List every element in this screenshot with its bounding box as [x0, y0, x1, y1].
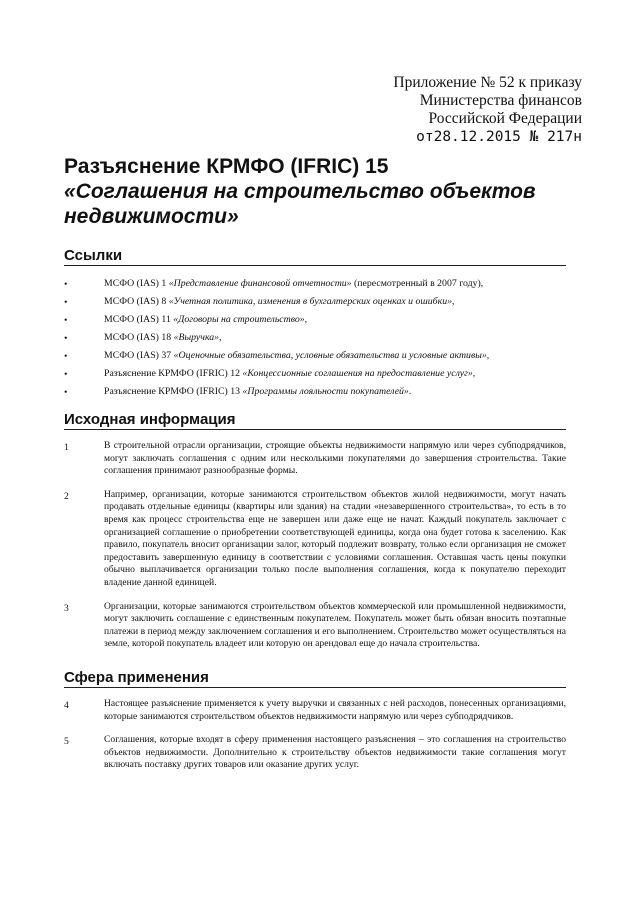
reference-prefix: МСФО (IAS) 37	[104, 350, 174, 361]
reference-prefix: МСФО (IAS) 8	[104, 296, 169, 307]
paragraph	[64, 440, 566, 478]
reference-title: «Учетная политика, изменения в бухгалтерских оценках и ошибки»	[168, 296, 452, 307]
appendix-line-2: Министерства финансов	[419, 92, 582, 109]
reference-prefix: Разъяснение КРМФО (IFRIC) 12	[104, 368, 243, 379]
reference-item	[64, 368, 566, 386]
reference-suffix: ,	[472, 368, 476, 379]
appendix-line-1: Приложение № 52 к приказу	[393, 74, 582, 91]
paragraph	[64, 601, 566, 651]
paragraph-number: 5	[64, 736, 69, 748]
reference-suffix: ,	[486, 350, 490, 361]
bullet-icon: •	[64, 315, 68, 326]
reference-title: «Выручка»	[173, 332, 220, 343]
reference-suffix: ,	[452, 296, 455, 307]
reference-item	[64, 296, 566, 314]
paragraph	[64, 489, 566, 590]
paragraph-text: В строительной отрасли организации, строящие объекты недвижимости напрямую или через субподрядчиков, могут заключать соглашения с одним или несколькими покупателями до завершения строительства. Такие соглашения принимают разнообразные формы.	[104, 440, 566, 477]
section-references	[64, 247, 566, 404]
reference-prefix: МСФО (IAS) 11	[104, 314, 174, 325]
appendix-line-3: Российской Федерации	[428, 110, 582, 127]
references-list	[64, 278, 566, 404]
paragraph-text: Соглашения, которые входят в сферу применения настоящего разъяснения – это соглашения на строительство объектов недвижимости. Дополнительно к строительству объектов недвижимости такие соглашения могут включать поставку других товаров или оказание других услуг.	[104, 734, 566, 771]
title-main: Разъяснение КРМФО (IFRIC) 15	[64, 155, 389, 178]
paragraph	[64, 698, 566, 723]
paragraph-number: 3	[64, 602, 69, 614]
reference-suffix: ,	[304, 314, 308, 325]
reference-title: «Оценочные обязательства, условные обязательства и условные активы»	[173, 350, 487, 361]
reference-suffix: .	[408, 386, 412, 397]
reference-item	[64, 350, 566, 368]
bullet-icon: •	[64, 387, 68, 398]
section-scope	[64, 669, 566, 783]
bullet-icon: •	[64, 279, 68, 290]
paragraph	[64, 734, 566, 772]
section-heading-background: Исходная информация	[64, 411, 566, 430]
title-subtitle: «Соглашения на строительство объектов недвижимости»	[64, 180, 536, 228]
bullet-icon: •	[64, 369, 68, 380]
bullet-icon: •	[64, 297, 68, 308]
reference-suffix: ,	[219, 332, 222, 343]
paragraph-number: 4	[64, 700, 69, 711]
paragraph-text: Например, организации, которые занимаются строительством объектов жилой недвижимости, могут начать продавать отдельные единицы (квартиры или здания) на стадии «незавершенного строительства», то есть в то время как процесс строительства еще не завершен или даже еще не начат. Каждый покупатель заключает с организацией соглашение о приобретении соответствующей единицы, когда она будет готова к заселению. Как правило, покупатель вносит организации залог, который подлежит возврату, только если организация не сможет предоставить завершенную единицу в соответствии с условиями соглашения. Оставшая часть цены покупки обычно выплачивается организации только после выполнения соглашения, когда к покупателю переходит владение данной единицей.	[104, 488, 566, 588]
reference-title: «Договоры на строительство»	[173, 314, 305, 325]
reference-prefix: МСФО (IAS) 18	[104, 332, 174, 343]
paragraph-number: 1	[64, 442, 69, 453]
reference-suffix: (пересмотренный в 2007 году),	[351, 278, 484, 289]
reference-item	[64, 314, 566, 332]
reference-item	[64, 278, 566, 296]
section-background	[64, 411, 566, 662]
document-title	[64, 154, 584, 229]
appendix-date-line: от28.12.2015 № 217н	[416, 129, 582, 145]
section-heading-references: Ссылки	[64, 247, 566, 266]
paragraph-text: Организации, которые занимаются строительством объектов коммерческой или промышленной недвижимости, могут заключить соглашение с единственным покупателем. Покупатель может быть обязан вносить поэтапные платежи в период между заключением соглашения и его выполнением. Строительство может осуществляться на земле, которой покупатель владеет или которую он арендовал еще до начала строительства.	[104, 600, 566, 650]
reference-prefix: Разъяснение КРМФО (IFRIC) 13	[104, 386, 243, 397]
reference-item	[64, 386, 566, 404]
bullet-icon: •	[64, 351, 68, 362]
paragraph-text: Настоящее разъяснение применяется к учету выручки и связанных с ней расходов, понесенных организациями, которые занимаются строительством объектов недвижимости напрямую или через субподрядчиков.	[104, 698, 566, 722]
reference-title: «Концессионные соглашения на предоставление услуг»	[242, 368, 473, 379]
paragraph-number: 2	[64, 490, 69, 502]
reference-item	[64, 332, 566, 350]
bullet-icon: •	[64, 333, 68, 344]
reference-prefix: МСФО (IAS) 1	[104, 278, 169, 289]
section-heading-scope: Сфера применения	[64, 669, 566, 688]
appendix-header	[393, 74, 582, 146]
reference-title: «Программы лояльности покупателей»	[242, 386, 409, 397]
reference-title: «Представление финансовой отчетности»	[168, 278, 352, 289]
